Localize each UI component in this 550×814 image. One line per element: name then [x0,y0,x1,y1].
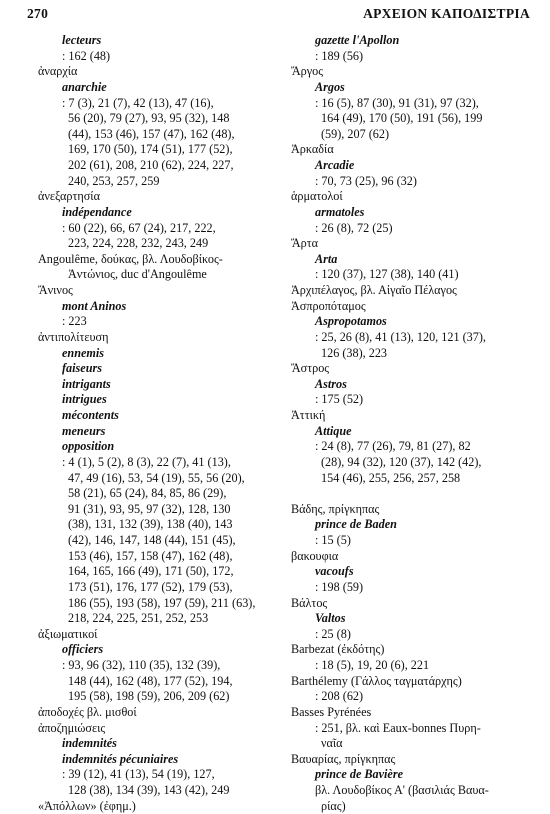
page-references: : 162 (48) [62,48,111,63]
page-references-continued: 153 (46), 157, 158 (47), 162 (48), [68,548,233,563]
page-references: : 7 (3), 21 (7), 42 (13), 47 (16), [62,95,214,110]
index-heading: ἀποζημιώσεις [38,720,106,735]
index-heading: ἀντιπολίτευση [38,329,109,344]
index-heading-latin: Barbezat (ἐκδότης) [291,642,385,657]
page-references: : 251, βλ. καὶ Eaux-bonnes Πυρη- [315,720,481,735]
page-references-continued: Ἀντώνιος, duc d'Angoulême [68,267,207,282]
page-references-continued: 223, 224, 228, 232, 243, 249 [68,236,209,251]
index-heading: ἀποδοχές βλ. μισθοί [38,704,137,719]
index-heading: Ἄστρος [291,361,330,376]
index-heading: Ἄρτα [291,236,319,251]
index-translation: Attique [315,423,352,438]
index-translation: Arta [315,251,338,266]
page-references-continued: (59), 207 (62) [321,126,390,141]
page-references-continued: 202 (61), 208, 210 (62), 224, 227, [68,158,234,172]
index-translation: Valtos [315,611,346,626]
index-heading: Βάλτος [291,595,328,610]
page-references-continued: 173 (51), 176, 177 (52), 179 (53), [68,579,233,594]
running-title: ΑΡΧΕΙΟΝ ΚΑΠΟΔΙΣΤΡΙΑ [363,6,530,21]
page-references-continued: 128 (38), 134 (39), 143 (42), 249 [68,783,230,797]
index-heading: Ἀρκαδία [291,142,334,157]
index-column-left [38,33,290,814]
index-translation: prince de Bavière [315,767,403,782]
page-references-continued: 148 (44), 162 (48), 177 (52), 194, [68,673,233,688]
index-translation: gazette l'Apollon [315,33,400,47]
page-references-continued: ναῖα [321,736,343,751]
index-translation: meneurs [62,423,106,438]
index-heading: ἀνεξαρτησία [38,189,100,204]
page-header [27,6,530,30]
page-number: 270 [27,6,49,21]
index-heading: ἁρματολοί [291,189,343,204]
page-references-continued: 240, 253, 257, 259 [68,173,160,188]
page-references-continued: 218, 224, 225, 251, 252, 253 [68,611,209,626]
page-references: : 208 (62) [315,689,364,704]
index-heading: Ἄργος [291,64,324,79]
index-translation: anarchie [62,79,107,94]
page-references: : 223 [62,314,87,329]
page-references-continued: (44), 153 (46), 157 (47), 162 (48), [68,126,235,141]
page-references: : 60 (22), 66, 67 (24), 217, 222, [62,220,216,235]
page-references-continued: 186 (55), 193 (58), 197 (59), 211 (63), [68,595,256,610]
index-translation: indépendance [62,204,132,219]
index-translation: lecteurs [62,33,102,47]
page-references-continued: ρίας) [321,798,346,813]
page-references-continued: (42), 146, 147, 148 (44), 151 (45), [68,533,236,547]
page-references: : 198 (59) [315,579,364,594]
page-references-continued: 56 (20), 79 (27), 93, 95 (32), 148 [68,111,230,126]
index-heading: Ἀρχιπέλαγος, βλ. Αἰγαῖο Πέλαγος [291,283,457,297]
index-translation: Arcadie [315,158,355,172]
page-references: : 25 (8) [315,626,351,641]
index-heading: Ἄνινος [38,283,73,297]
page-references: : 189 (56) [315,48,364,63]
page-references: : 120 (37), 127 (38), 140 (41) [315,267,459,282]
index-heading-latin: Barthélemy (Γάλλος ταγματάρχης) [291,673,462,688]
index-translation: intrigues [62,392,107,407]
index-translation: intrigants [62,376,111,391]
index-translation: armatoles [315,204,365,219]
page-references: : 15 (5) [315,533,351,547]
page-references: βλ. Λουδοβίκος Α' (βασιλιάς Βαυα- [315,783,489,797]
index-translation: opposition [62,439,115,454]
page-references-continued: 91 (31), 93, 95, 97 (32), 128, 130 [68,501,231,516]
page-references-continued: (28), 94 (32), 120 (37), 142 (42), [321,454,482,469]
index-column-right [291,33,543,814]
page-references-continued: (38), 131, 132 (39), 138 (40), 143 [68,517,233,532]
page-references: : 93, 96 (32), 110 (35), 132 (39), [62,658,221,672]
index-heading: Ἀσπροπόταμος [291,298,366,313]
index-translation: Argos [315,79,345,94]
index-heading: Βάδης, πρίγκηπας [291,501,380,516]
page-references: : 24 (8), 77 (26), 79, 81 (27), 82 [315,439,471,454]
index-translation: vacoufs [315,564,354,579]
index-heading: ἀξιωματικοί [38,626,98,641]
index-translation: faiseurs [62,361,102,376]
page-references-continued: 154 (46), 255, 256, 257, 258 [321,470,461,485]
page-references-continued: 126 (38), 223 [321,345,388,360]
index-translation: Aspropotamos [315,314,387,329]
index-translation: indemnités [62,736,117,751]
index-heading: Ἀττική [291,408,326,422]
page-references-continued: 164 (49), 170 (50), 191 (56), 199 [321,111,483,126]
index-translation: indemnités pécuniaires [62,751,179,766]
page-references-continued: 47, 49 (16), 53, 54 (19), 55, 56 (20), [68,470,245,485]
index-translation: mécontents [62,408,119,422]
page-references-continued: 58 (21), 65 (24), 84, 85, 86 (29), [68,486,227,501]
index-heading: ἀναρχία [38,64,78,79]
index-heading-latin: Angoulême, δούκας, βλ. Λουδοβίκος- [38,251,223,266]
page-references: : 70, 73 (25), 96 (32) [315,173,417,188]
index-translation: Astros [315,376,347,391]
page-references: : 175 (52) [315,392,364,407]
page-references: : 4 (1), 5 (2), 8 (3), 22 (7), 41 (13), [62,454,231,469]
index-heading-latin: «Ἀπόλλων» (ἐφημ.) [38,798,136,813]
page-references: : 18 (5), 19, 20 (6), 221 [315,658,430,672]
index-translation: prince de Baden [315,517,397,532]
page-references-continued: 164, 165, 166 (49), 171 (50), 172, [68,564,234,579]
index-translation: ennemis [62,345,104,360]
index-heading: βακουφια [291,548,339,563]
index-heading-latin: Basses Pyrénées [291,704,372,719]
page-references: : 26 (8), 72 (25) [315,220,393,235]
page-references-continued: 195 (58), 198 (59), 206, 209 (62) [68,689,230,704]
page-references-continued: 169, 170 (50), 174 (51), 177 (52), [68,142,233,157]
section-gap [291,486,543,502]
page-references: : 25, 26 (8), 41 (13), 120, 121 (37), [315,329,486,344]
index-translation: mont Aninos [62,298,127,313]
index-translation: officiers [62,642,104,657]
index-heading: Βαυαρίας, πρίγκηπας [291,751,396,766]
page-references: : 16 (5), 87 (30), 91 (31), 97 (32), [315,95,479,110]
page-references: : 39 (12), 41 (13), 54 (19), 127, [62,767,215,782]
